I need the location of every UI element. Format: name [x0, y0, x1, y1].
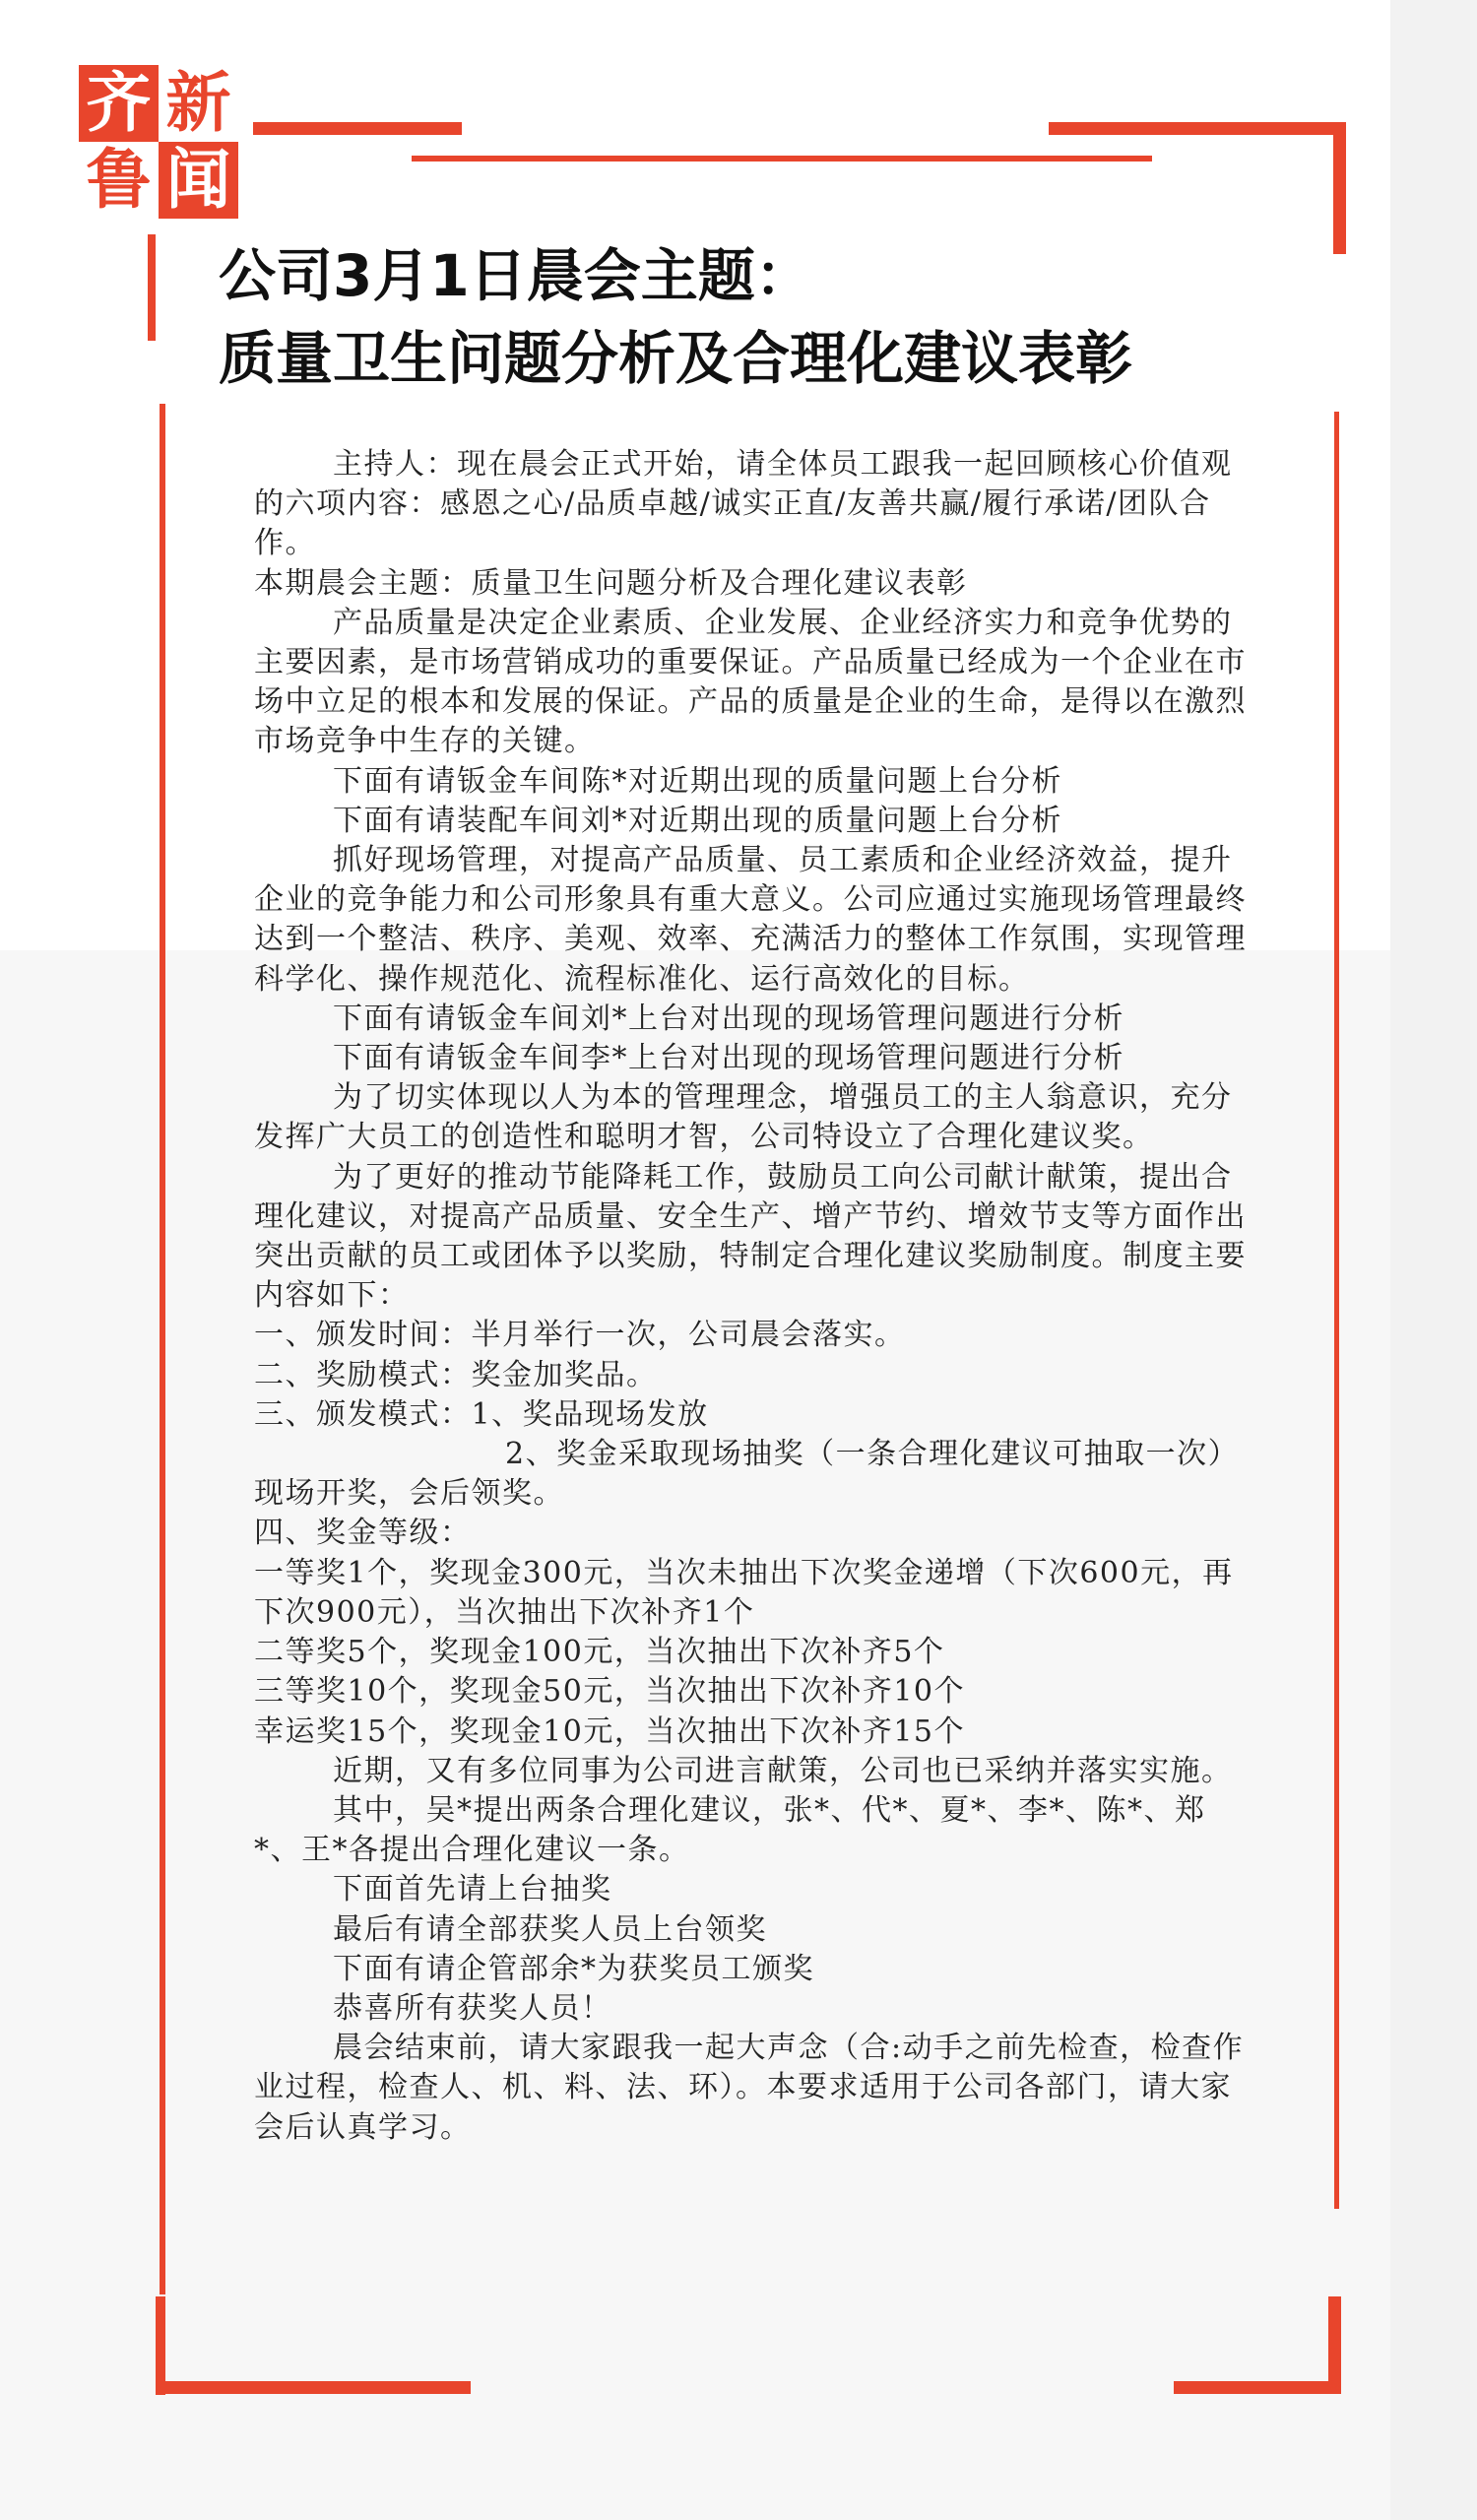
logo-char: 闻: [159, 142, 238, 219]
logo-char: 齐: [79, 65, 159, 142]
paragraph: 抓好现场管理，对提高产品质量、员工素质和企业经济效益，提升企业的竞争能力和公司形象具有重大意义。公司应通过实施现场管理最终达到一个整洁、秩序、美观、效率、充满活力的整体工作氛围，实现管理科学化、操作规范化、流程标准化、运行高效化的目标。: [254, 843, 1247, 997]
paragraph: 为了切实体现以人为本的管理理念，增强员工的主人翁意识，充分发挥广大员工的创造性和聪明才智，公司特设立了合理化建议奖。: [254, 1080, 1233, 1155]
paragraph: 一等奖1个，奖现金300元，当次未抽出下次奖金递增（下次600元，再下次900元），当次抽出下次补齐1个: [254, 1555, 1234, 1630]
paragraph: 下面有请钣金车间刘*上台对出现的现场管理问题进行分析: [333, 1001, 1124, 1036]
frame-bar-bottom-left: [156, 2381, 471, 2394]
paragraph: 一、颁发时间：半月举行一次，公司晨会落实。: [254, 1318, 906, 1353]
paragraph: 二等奖5个，奖现金100元，当次抽出下次补齐5个: [254, 1635, 945, 1670]
paragraph: 下面有请装配车间刘*对近期出现的质量问题上台分析: [333, 803, 1062, 838]
logo: [79, 65, 238, 219]
paragraph: 三、颁发模式：1、奖品现场发放: [254, 1396, 709, 1432]
article-body: [254, 445, 1249, 2148]
paragraph: 下面有请企管部余*为获奖员工颁奖: [333, 1951, 814, 1986]
paragraph: 近期，又有多位同事为公司进言献策，公司也已采纳并落实实施。: [333, 1753, 1233, 1788]
frame-bar-right-long: [1334, 412, 1339, 2209]
frame-bar-left-long: [160, 404, 165, 2294]
paragraph: 产品质量是决定企业素质、企业发展、企业经济实力和竞争优势的主要因素，是市场营销成功的重要保证。产品质量已经成为一个企业在市场中立足的根本和发展的保证。产品的质量是企业的生命，是得以在激烈市场竞争中生存的关键。: [254, 605, 1247, 759]
paragraph: 为了更好的推动节能降耗工作，鼓励员工向公司献计献策，提出合理化建议，对提高产品质量、安全生产、增产节约、增效节支等方面作出突出贡献的员工或团体予以奖励，特制定合理化建议奖励制度。制度主要内容如下：: [254, 1159, 1247, 1314]
paragraph: 本期晨会主题：质量卫生问题分析及合理化建议表彰: [254, 565, 968, 601]
logo-char: 新: [159, 65, 238, 142]
frame-bar-bottom-right-vertical: [1328, 2296, 1341, 2394]
paragraph: 主持人：现在晨会正式开始，请全体员工跟我一起回顾核心价值观的六项内容：感恩之心/品质卓越/诚实正直/友善共赢/履行承诺/团队合作。: [254, 447, 1233, 561]
paragraph: 下面有请钣金车间李*上台对出现的现场管理问题进行分析: [333, 1041, 1124, 1076]
paragraph: 最后有请全部获奖人员上台领奖: [333, 1911, 767, 1947]
paragraph: 晨会结束前，请大家跟我一起大声念（合:动手之前先检查，检查作业过程，检查人、机、料、法、环）。本要求适用于公司各部门，请大家会后认真学习。: [254, 2031, 1245, 2145]
paragraph: 幸运奖15个，奖现金10元，当次抽出下次补齐15个: [254, 1713, 966, 1749]
frame-bar-bottom-left-vertical: [156, 2296, 165, 2395]
paragraph: 下面有请钣金车间陈*对近期出现的质量问题上台分析: [333, 763, 1062, 799]
paragraph: 二、奖励模式：奖金加奖品。: [254, 1357, 658, 1392]
paragraph: 恭喜所有获奖人员！: [333, 1990, 612, 2026]
frame-bar-left-upper: [148, 234, 156, 341]
frame-bar-top-center: [412, 156, 1152, 162]
paragraph: 下面首先请上台抽奖: [333, 1872, 612, 1907]
paragraph: 四、奖金等级：: [254, 1516, 472, 1551]
title-line-2: 质量卫生问题分析及合理化建议表彰: [219, 325, 1133, 392]
paragraph: 2、奖金采取现场抽奖（一条合理化建议可抽取一次）现场开奖，会后领奖。: [254, 1437, 1240, 1512]
title-line-1: 公司3月1日晨会主题：: [219, 242, 812, 309]
frame-bar-bottom-right: [1174, 2381, 1341, 2394]
paragraph: 其中，吴*提出两条合理化建议，张*、代*、夏*、李*、陈*、郑*、王*各提出合理化建议一条。: [254, 1792, 1206, 1868]
frame-bar-top-left: [253, 122, 462, 135]
frame-bar-top-right: [1049, 122, 1346, 135]
logo-char: 鲁: [79, 142, 159, 219]
page-title: [219, 234, 1361, 400]
paragraph: 三等奖10个，奖现金50元，当次抽出下次补齐10个: [254, 1674, 966, 1710]
right-margin: [1390, 0, 1477, 2520]
